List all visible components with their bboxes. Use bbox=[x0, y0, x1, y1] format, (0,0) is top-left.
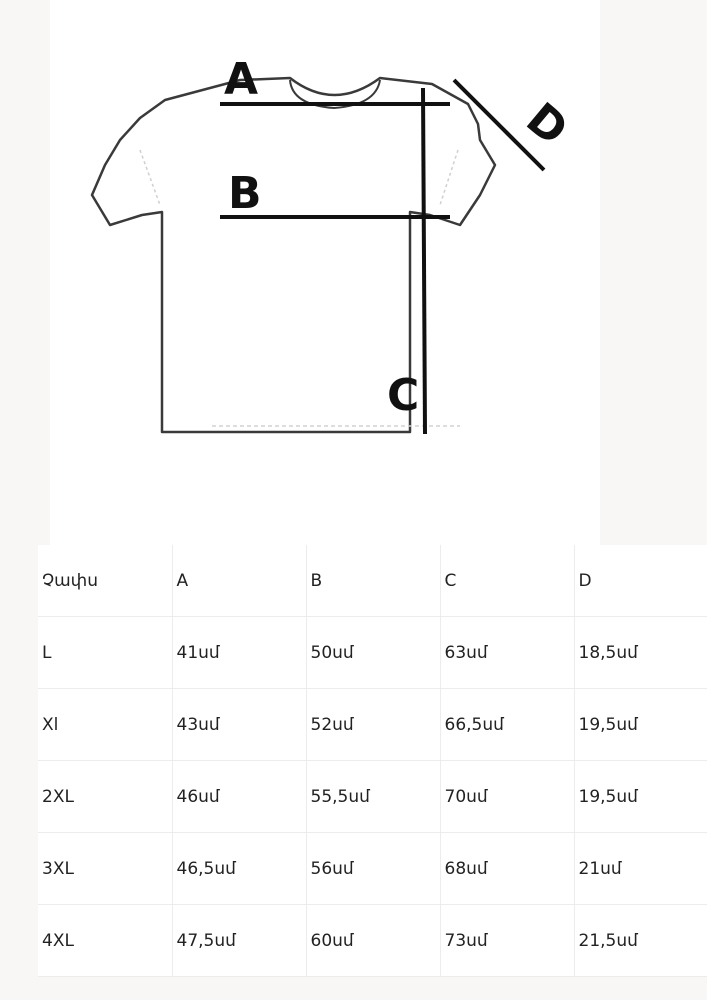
table-cell: 19,5սմ bbox=[574, 689, 707, 761]
table-header-row bbox=[38, 545, 707, 617]
table-cell: 73սմ bbox=[440, 905, 574, 977]
table-cell: 66,5սմ bbox=[440, 689, 574, 761]
tshirt-size-diagram bbox=[50, 0, 600, 545]
table-cell: 41սմ bbox=[172, 617, 306, 689]
tshirt-outline bbox=[92, 78, 495, 432]
table-row bbox=[38, 689, 707, 761]
table-row bbox=[38, 617, 707, 689]
measure-line-c bbox=[423, 88, 425, 434]
table-cell: 2XL bbox=[38, 761, 172, 833]
table-cell: 21,5սմ bbox=[574, 905, 707, 977]
table-cell: 50սմ bbox=[306, 617, 440, 689]
table-cell: 63սմ bbox=[440, 617, 574, 689]
table-cell: 60սմ bbox=[306, 905, 440, 977]
header-cell-size: Չափս bbox=[38, 545, 172, 617]
table-row bbox=[38, 833, 707, 905]
header-cell-d: D bbox=[574, 545, 707, 617]
table-cell: 4XL bbox=[38, 905, 172, 977]
table-cell: 46սմ bbox=[172, 761, 306, 833]
table-row bbox=[38, 761, 707, 833]
label-a: A bbox=[224, 54, 259, 105]
table-row bbox=[38, 905, 707, 977]
table-cell: 55,5սմ bbox=[306, 761, 440, 833]
table-cell: 52սմ bbox=[306, 689, 440, 761]
header-cell-a: A bbox=[172, 545, 306, 617]
size-chart-table bbox=[38, 545, 707, 977]
table-cell: L bbox=[38, 617, 172, 689]
table-cell: 21սմ bbox=[574, 833, 707, 905]
header-cell-c: C bbox=[440, 545, 574, 617]
label-d: D bbox=[516, 93, 578, 156]
table-cell: 56սմ bbox=[306, 833, 440, 905]
table-cell: 3XL bbox=[38, 833, 172, 905]
table-cell: 47,5սմ bbox=[172, 905, 306, 977]
table-cell: 68սմ bbox=[440, 833, 574, 905]
table-cell: 18,5սմ bbox=[574, 617, 707, 689]
table-cell: 43սմ bbox=[172, 689, 306, 761]
table-cell: 70սմ bbox=[440, 761, 574, 833]
label-c: C bbox=[387, 370, 420, 421]
header-cell-b: B bbox=[306, 545, 440, 617]
label-b: B bbox=[228, 168, 262, 219]
table-cell: 46,5սմ bbox=[172, 833, 306, 905]
tshirt-diagram-svg bbox=[50, 0, 600, 545]
table-cell: 19,5սմ bbox=[574, 761, 707, 833]
table-cell: Xl bbox=[38, 689, 172, 761]
